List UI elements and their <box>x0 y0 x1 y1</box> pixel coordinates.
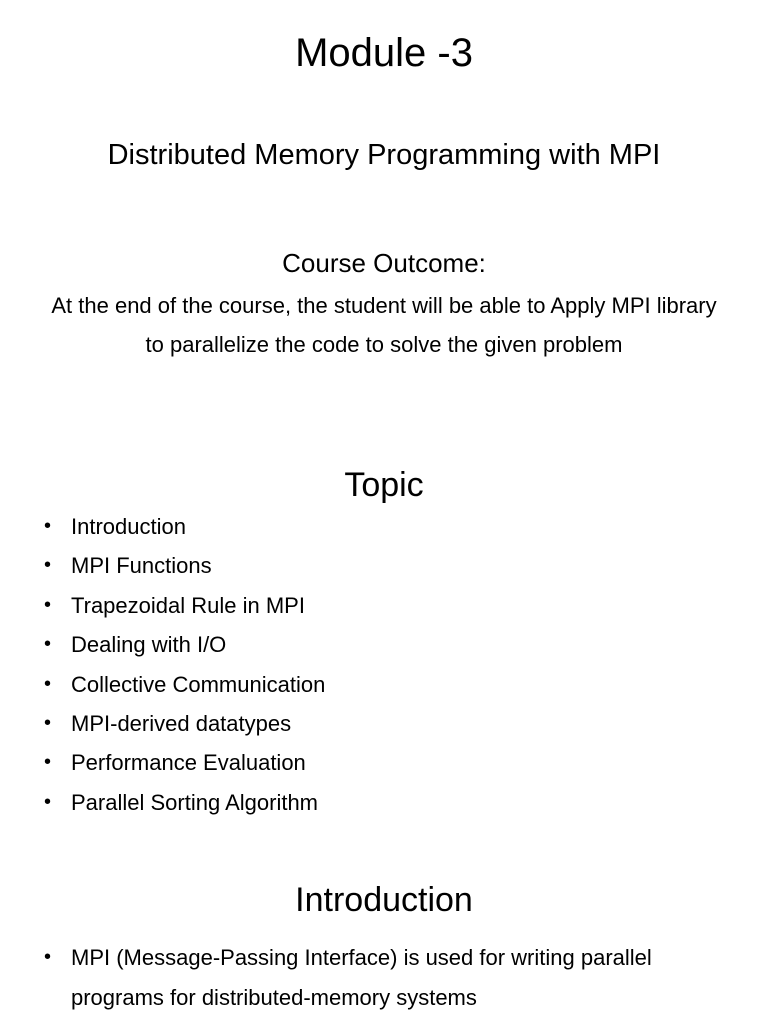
bullet-icon: • <box>44 593 52 616</box>
topic-list-item <box>0 665 325 704</box>
bullet-icon: • <box>44 751 52 774</box>
introduction-list <box>0 938 768 1017</box>
page-subtitle: Distributed Memory Programming with MPI <box>107 139 661 171</box>
topic-list-item <box>0 743 325 782</box>
module-title: Module -3 <box>295 31 473 75</box>
topic-heading: Topic <box>344 466 424 504</box>
topic-item-label: Collective Communication <box>71 671 326 697</box>
bullet-icon: • <box>44 790 52 813</box>
topic-item-label: Introduction <box>71 514 186 539</box>
course-outcome-text: At the end of the course, the student will be able to Apply MPI library to parallelize the code to solve the given problem <box>51 293 717 357</box>
topic-item-label: Performance Evaluation <box>71 750 306 776</box>
topic-item-label: Trapezoidal Rule in MPI <box>71 592 305 618</box>
bullet-icon: • <box>44 946 52 968</box>
topic-item-label: MPI-derived datatypes <box>71 710 292 736</box>
bullet-icon: • <box>44 554 52 577</box>
course-outcome-heading: Course Outcome: <box>282 248 486 278</box>
introduction-list-item <box>0 938 768 1017</box>
topic-list-item <box>0 586 325 625</box>
topic-list <box>0 507 325 822</box>
introduction-heading: Introduction <box>295 881 473 919</box>
topic-list-item <box>0 704 325 743</box>
topic-list-item <box>0 546 325 585</box>
bullet-icon: • <box>44 515 52 537</box>
introduction-item-text: MPI (Message-Passing Interface) is used for writing parallel programs for distributed-memory systems <box>71 945 652 1010</box>
bullet-icon: • <box>44 711 52 734</box>
topic-list-item <box>0 625 325 664</box>
topic-item-label: Dealing with I/O <box>71 632 227 658</box>
topic-item-label: Parallel Sorting Algorithm <box>71 789 319 815</box>
bullet-icon: • <box>44 633 52 656</box>
topic-list-item <box>0 507 325 546</box>
bullet-icon: • <box>44 672 52 695</box>
topic-list-item <box>0 783 325 822</box>
topic-item-label: MPI Functions <box>71 553 212 579</box>
